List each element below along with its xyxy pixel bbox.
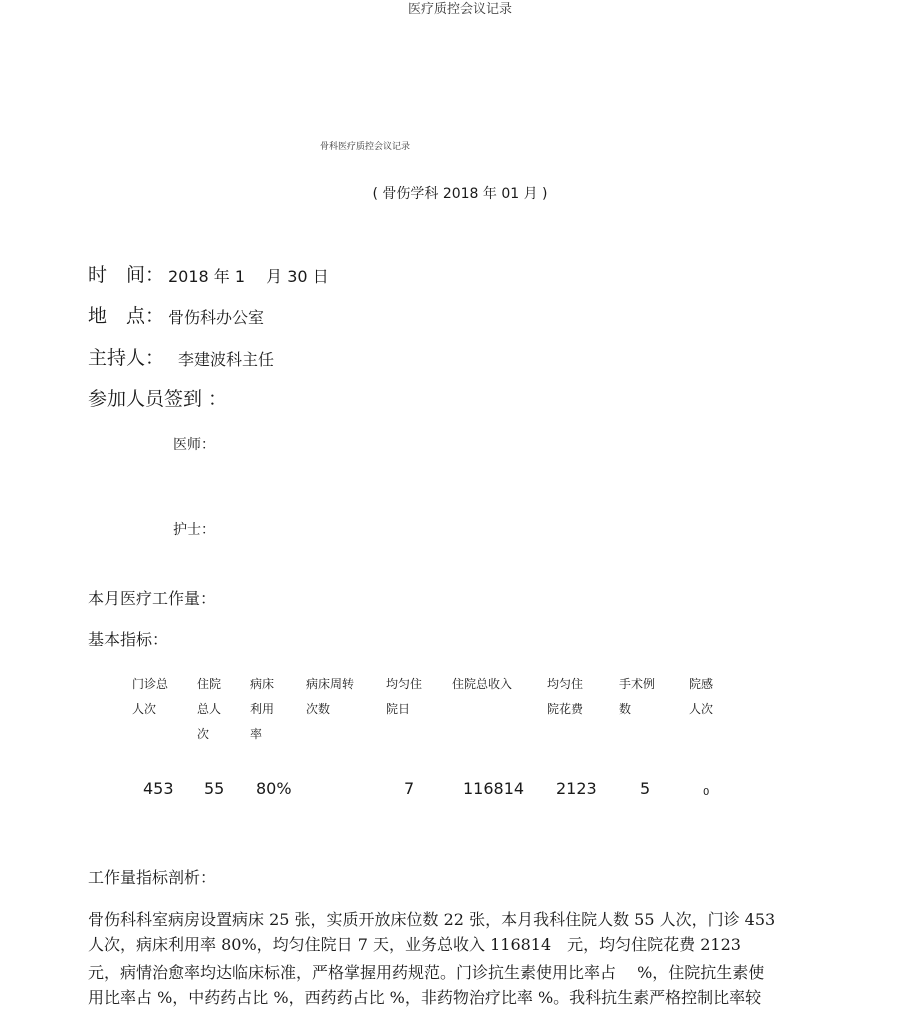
analysis-line: 人次，病床利用率 80%，均匀住院日 7 天，业务总收入 116814 元，均匀住院花费 2123 — [88, 935, 741, 954]
table-header-inpatient: 住院总人次 — [197, 677, 222, 741]
table-header-avg-stay: 均匀住院日 — [386, 677, 423, 716]
table-header-total-income: 住院总收入 — [452, 677, 513, 691]
table-header-surgeries: 手术例数 — [619, 677, 656, 716]
table-value-avg-stay: 7 — [404, 779, 415, 798]
table-value-infections: 0 — [703, 787, 710, 798]
table-value-surgeries: 5 — [640, 779, 651, 798]
table-header-bed-usage: 病床利用率 — [250, 677, 275, 741]
analysis-line: 元，病情治愈率均达临床标准，严格掌握用药规范。门诊抗生素使用比率占 %，住院抗生素使 — [88, 963, 765, 982]
workload-title: 本月医疗工作量： — [88, 589, 217, 608]
table-value-outpatient: 453 — [143, 779, 174, 798]
document-subtitle: 骨科医疗质控会议记录 — [320, 142, 411, 152]
table-header-bed-turnover: 病床周转次数 — [306, 677, 355, 716]
place-value: 骨伤科办公室 — [168, 308, 265, 327]
doctor-sign-label: 医师： — [173, 437, 215, 453]
nurse-sign-label: 护士： — [173, 522, 215, 538]
attendees-label: 参加人员签到 ： — [88, 388, 228, 410]
time-label: 时 间： — [88, 264, 165, 286]
analysis-line: 用比率占 %，中药药占比 %，西药药占比 %，非药物治疗比率 %。我科抗生素严格控制比率较 — [88, 988, 762, 1007]
host-value: 李建波科主任 — [178, 350, 275, 369]
report-period: ( 骨伤学科 2018 年 01 月 ) — [372, 186, 548, 202]
basic-indicators-title: 基本指标： — [88, 630, 169, 649]
table-value-inpatient: 55 — [204, 779, 225, 798]
table-header-outpatient: 门诊总人次 — [132, 677, 169, 716]
time-value: 2018 年 1 月 30 日 — [168, 267, 329, 286]
analysis-line: 骨伤科科室病房设置病床 25 张，实质开放床位数 22 张，本月我科住院人数 55 人次，门诊 453 — [88, 910, 776, 929]
table-value-avg-cost: 2123 — [556, 779, 597, 798]
page-header: 医疗质控会议记录 — [407, 2, 512, 17]
table-value-total-income: 116814 — [463, 779, 525, 798]
host-label: 主持人： — [88, 347, 165, 369]
analysis-title: 工作量指标剖析： — [88, 868, 217, 887]
table-value-bed-usage: 80% — [256, 779, 292, 798]
place-label: 地 点： — [88, 305, 165, 327]
table-header-avg-cost: 均匀住院花费 — [547, 677, 584, 716]
table-header-infections: 院感人次 — [689, 677, 714, 716]
